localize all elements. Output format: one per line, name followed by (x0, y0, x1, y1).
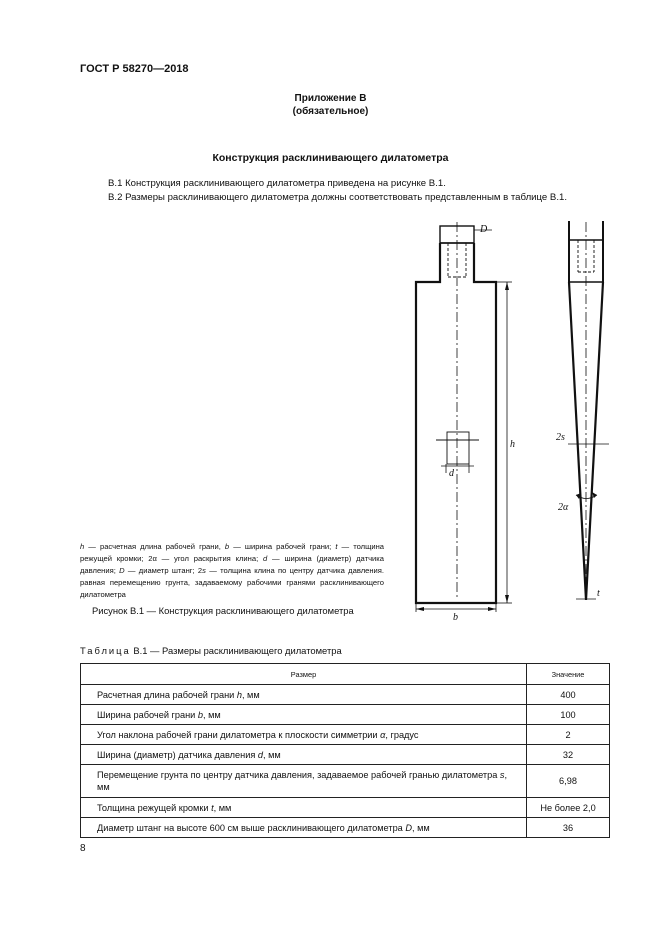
label-t: t (597, 588, 600, 599)
legend-b-symbol: b (224, 542, 230, 551)
table-row (81, 725, 610, 745)
label-D: D (480, 224, 488, 235)
table-caption-prefix: Таблица (80, 645, 131, 656)
table-row (81, 798, 610, 818)
row-symbol: h (236, 689, 242, 700)
row-value: 6,98 (527, 765, 610, 798)
row-value: 36 (527, 818, 610, 838)
legend-d-text: — ширина (диаметр) датчика давления; (80, 554, 384, 575)
row-value: 100 (527, 705, 610, 725)
table-row (81, 685, 610, 705)
table-row (81, 765, 610, 798)
appendix-subtitle: (обязательное) (292, 106, 369, 117)
page-number: 8 (80, 843, 86, 854)
row-unit: , мм (97, 770, 508, 792)
dimensions-table (80, 663, 610, 838)
label-2alpha: 2α (558, 502, 569, 513)
label-2s: 2s (556, 432, 565, 443)
row-symbol: s (499, 770, 505, 780)
legend-t-symbol: t (335, 542, 338, 551)
row-unit: , градус (385, 729, 419, 740)
row-unit: , мм (213, 802, 232, 813)
table-caption-text: В.1 — Размеры расклинивающего дилатометра (130, 645, 342, 656)
row-name: Перемещение грунта по центру датчика давления, задаваемое рабочей гранью дилатометра (97, 770, 500, 780)
row-name: Диаметр штанг на высоте 600 см выше расклинивающего дилатометра (97, 822, 406, 833)
legend-h-text: — расчетная длина рабочей грани, (84, 542, 225, 551)
label-d: d (449, 468, 454, 479)
pressure-sensor (447, 432, 469, 464)
front-view (416, 222, 515, 623)
row-symbol: d (257, 749, 263, 760)
row-unit: , мм (202, 709, 221, 720)
row-value: 32 (527, 745, 610, 765)
row-name: Расчетная длина рабочей грани (97, 689, 237, 700)
row-name: Ширина (диаметр) датчика давления (97, 749, 258, 760)
row-symbol: α (380, 729, 386, 740)
table-header-row (81, 664, 610, 685)
row-symbol: t (211, 802, 214, 813)
figure-caption: Рисунок В.1 — Конструкция расклинивающего дилатометра (92, 605, 354, 616)
row-unit: , мм (241, 689, 260, 700)
section-title: Конструкция расклинивающего дилатометра (212, 152, 449, 164)
header-value: Значение (527, 664, 610, 685)
label-b: b (453, 612, 458, 623)
row-name: Толщина режущей кромки (97, 802, 212, 813)
table-row (81, 818, 610, 838)
row-symbol: b (197, 709, 203, 720)
paragraph-b2: В.2 Размеры расклинивающего дилатометра должны соответствовать представленным в таблице В.1. (108, 192, 567, 203)
paragraph-b1: В.1 Конструкция расклинивающего дилатометра приведена на рисунке В.1. (108, 178, 446, 189)
table-row (81, 705, 610, 725)
row-unit: , мм (263, 749, 281, 760)
legend-h-symbol: h (80, 542, 85, 551)
rod-outline (416, 243, 496, 603)
row-value: 2 (527, 725, 610, 745)
document-header: ГОСТ Р 58270—2018 (80, 63, 189, 75)
table-caption (80, 645, 342, 656)
label-h: h (510, 439, 515, 450)
row-value: Не более 2,0 (527, 798, 610, 818)
row-symbol: D (405, 822, 412, 833)
legend-b-text: — ширина рабочей грани; (229, 542, 336, 551)
table-row (81, 745, 610, 765)
header-name: Размер (81, 664, 527, 685)
legend-t-text: — толщина режущей кромки; 2α — угол раскрытия клина; (80, 542, 384, 563)
row-name: Угол наклона рабочей грани дилатометра к плоскости симметрии (97, 729, 381, 740)
row-unit: , мм (411, 822, 430, 833)
row-name: Ширина рабочей грани (97, 709, 198, 720)
legend-s-text: — толщина клина по центру датчика давления. равная перемещению грунта, задаваемому рабочими гранями расклинивающего дилатометра (80, 566, 385, 599)
figure-legend (80, 541, 384, 601)
row-value: 400 (527, 685, 610, 705)
appendix-title: Приложение В (294, 93, 367, 104)
side-view (556, 221, 609, 600)
legend-D-text: — диаметр штанг; 2 (124, 566, 203, 575)
legend-d-symbol: d (263, 554, 268, 563)
legend-s-symbol: s (202, 566, 206, 575)
legend-D-symbol: D (119, 566, 125, 575)
